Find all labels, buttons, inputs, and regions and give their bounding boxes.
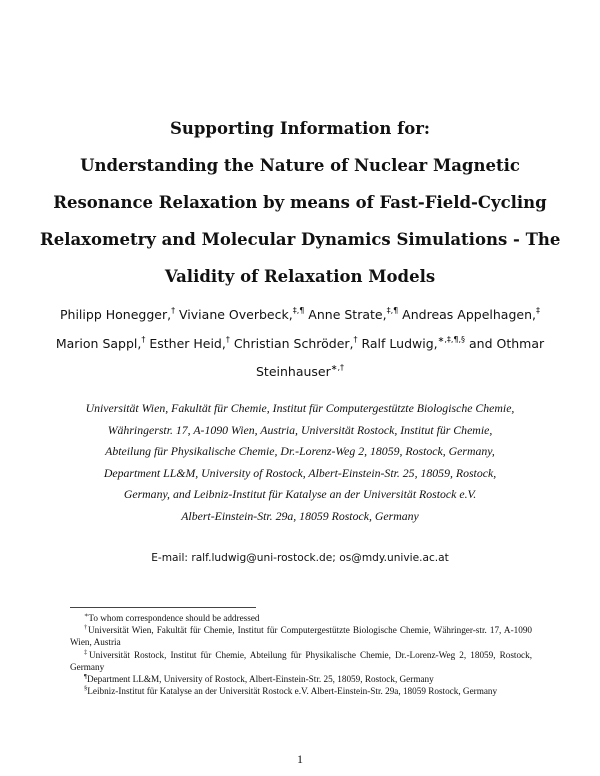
author-line	[50, 301, 550, 330]
footnote	[70, 649, 532, 673]
paper-title	[40, 110, 560, 295]
footnote	[70, 685, 532, 697]
author-affil-mark: ∗,†	[330, 363, 345, 372]
footnote-mark: ∗	[84, 612, 89, 619]
footnote-text: Universität Wien, Fakultät für Chemie, Institut für Computergestützte Biologische Chemie, Währinger-str. 17, A-1090 Wien, Austria	[70, 625, 533, 648]
footnote-mark: †	[84, 624, 89, 632]
author-affil-mark: †	[141, 334, 146, 344]
affiliation-line: Department LL&M, University of Rostock, Albert-Einstein-Str. 25, 18059, Rostock,	[103, 465, 497, 480]
footnote-text: To whom correspondence should be addressed	[88, 613, 260, 623]
footnote-mark: §	[84, 685, 88, 693]
author-line	[50, 330, 550, 359]
affiliation-line: Währingerstr. 17, A-1090 Wien, Austria, Universität Rostock, Institut für Chemie,	[107, 422, 493, 437]
footnote	[70, 612, 532, 624]
footnote-text: Department LL&M, University of Rostock, Albert-Einstein-Str. 25, 18059, Rostock, Germany	[86, 674, 434, 685]
author-name: Christian Schröder,	[229, 335, 354, 351]
footnote-mark: ¶	[84, 673, 87, 681]
author-affil-mark: ‡	[535, 306, 540, 315]
affiliation-line: Universität Wien, Fakultät für Chemie, Institut für Computergestützte Biologische Chemie,	[85, 401, 515, 415]
footnote-text: Leibniz-Institut für Katalyse an der Universität Rostock e.V. Albert-Einstein-Str. 29a, 18059 Rostock, Germany	[87, 686, 498, 697]
author-name: Andreas Appelhagen,	[398, 307, 536, 322]
affiliation-line: Germany, and Leibniz-Institut für Katalyse an der Universität Rostock e.V.	[123, 487, 477, 502]
footnote	[70, 673, 532, 685]
page-number: 1	[297, 752, 303, 766]
footnote	[70, 624, 532, 648]
footnote-text: Universität Rostock, Institut für Chemie, Abteilung für Physikalische Chemie, Dr.-Lorenz-Weg 2, 18059, Rostock, Germany	[70, 649, 533, 672]
author-affil-mark: †	[171, 306, 176, 315]
affiliation-block	[0, 398, 600, 528]
title-line: Supporting Information for:	[169, 119, 431, 138]
title-line: Relaxometry and Molecular Dynamics Simulations - The	[40, 230, 561, 249]
author-name: Viviane Overbeck,	[175, 307, 293, 322]
footnote-mark: ‡	[84, 648, 90, 656]
author-name: Marion Sappl,	[55, 335, 142, 351]
author-affil-mark: †	[225, 334, 230, 344]
author-name: Philipp Honegger,	[60, 307, 172, 322]
title-line: Understanding the Nature of Nuclear Magnetic	[80, 156, 520, 175]
author-name: Anne Strate,	[304, 307, 387, 322]
author-affil-mark: ‡,¶	[292, 306, 305, 315]
author-affil-mark: ‡,¶	[386, 306, 399, 315]
footnote-divider	[70, 607, 256, 608]
author-affil-mark: †	[353, 334, 358, 344]
author-line	[50, 358, 550, 387]
author-list	[50, 301, 550, 387]
author-affil-mark: ∗,‡,¶,§	[437, 334, 466, 344]
footnotes	[70, 612, 532, 697]
title-line: Validity of Relaxation Models	[164, 267, 436, 286]
author-name: Esther Heid,	[145, 335, 226, 351]
author-name: Steinhauser	[255, 364, 331, 379]
affiliation-line: Abteilung für Physikalische Chemie, Dr.-Lorenz-Weg 2, 18059, Rostock, Germany,	[105, 444, 495, 459]
author-name: Ralf Ludwig,	[357, 335, 438, 351]
author-conjunction: and Othmar	[465, 335, 545, 351]
title-line: Resonance Relaxation by means of Fast-Field-Cycling	[53, 193, 547, 212]
contact-email: E-mail: ralf.ludwig@uni-rostock.de; os@mdy.univie.ac.at	[151, 552, 449, 564]
affiliation-line: Albert-Einstein-Str. 29a, 18059 Rostock, Germany	[181, 508, 419, 523]
